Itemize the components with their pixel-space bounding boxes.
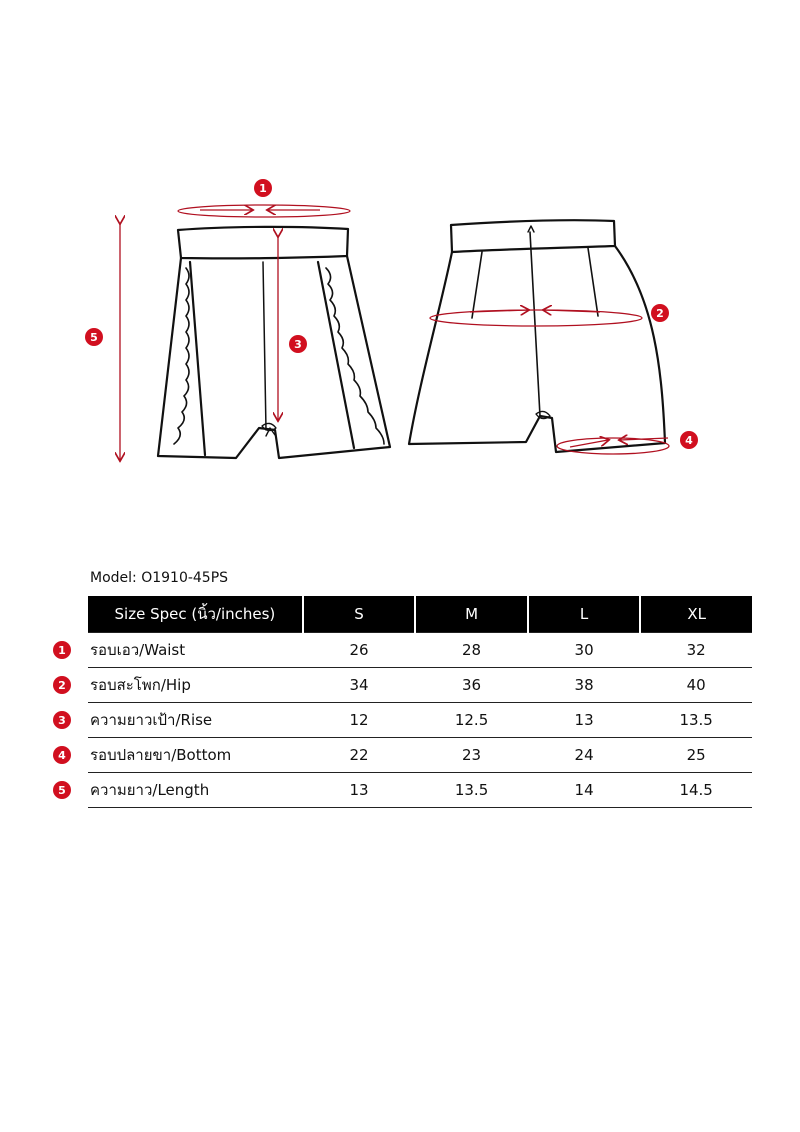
table-row xyxy=(88,668,752,703)
svg-text:1: 1 xyxy=(259,182,267,195)
table-cell: 14.5 xyxy=(640,773,752,808)
row-number-badge: 1 xyxy=(53,641,71,659)
front-view xyxy=(158,227,390,458)
callout-2 xyxy=(651,304,669,322)
table-cell: 30 xyxy=(528,633,640,668)
header-size-m: M xyxy=(415,596,528,633)
table-cell: 22 xyxy=(303,738,415,773)
svg-text:3: 3 xyxy=(294,338,302,351)
header-size-l: L xyxy=(528,596,640,633)
svg-text:4: 4 xyxy=(685,434,693,447)
table-cell: 40 xyxy=(640,668,752,703)
header-size-xl: XL xyxy=(640,596,752,633)
back-view xyxy=(409,220,665,452)
model-label: Model: O1910-45PS xyxy=(90,570,229,586)
row-label-rise: ความยาวเป้า/Rise xyxy=(88,703,303,738)
table-row xyxy=(88,738,752,773)
table-cell: 13 xyxy=(528,703,640,738)
table-cell: 12.5 xyxy=(415,703,528,738)
row-number-badge: 4 xyxy=(53,746,71,764)
callout-5 xyxy=(85,328,103,346)
row-label-bottom: รอบปลายขา/Bottom xyxy=(88,738,303,773)
callout-1 xyxy=(254,179,272,197)
header-size-s: S xyxy=(303,596,415,633)
size-spec-table xyxy=(88,596,752,808)
row-label-waist: รอบเอว/Waist xyxy=(88,633,303,668)
svg-text:2: 2 xyxy=(656,307,664,320)
table-row xyxy=(88,633,752,668)
table-cell: 32 xyxy=(640,633,752,668)
table-cell: 38 xyxy=(528,668,640,703)
shorts-sketch xyxy=(0,0,800,520)
table-cell: 13 xyxy=(303,773,415,808)
row-number-badge: 3 xyxy=(53,711,71,729)
table-row xyxy=(88,703,752,738)
table-header-row xyxy=(88,596,752,633)
table-cell: 34 xyxy=(303,668,415,703)
svg-text:5: 5 xyxy=(90,331,98,344)
table-cell: 13.5 xyxy=(415,773,528,808)
callout-3 xyxy=(289,335,307,353)
table-cell: 12 xyxy=(303,703,415,738)
row-label-hip: รอบสะโพก/Hip xyxy=(88,668,303,703)
row-number-badge: 2 xyxy=(53,676,71,694)
callout-4 xyxy=(680,431,698,449)
table-row xyxy=(88,773,752,808)
header-size-spec: Size Spec (นิ้ว/inches) xyxy=(88,596,303,633)
table-cell: 14 xyxy=(528,773,640,808)
table-cell: 24 xyxy=(528,738,640,773)
row-number-badge: 5 xyxy=(53,781,71,799)
table-cell: 36 xyxy=(415,668,528,703)
table-cell: 26 xyxy=(303,633,415,668)
table-cell: 13.5 xyxy=(640,703,752,738)
table-cell: 23 xyxy=(415,738,528,773)
table-cell: 28 xyxy=(415,633,528,668)
row-label-length: ความยาว/Length xyxy=(88,773,303,808)
table-cell: 25 xyxy=(640,738,752,773)
